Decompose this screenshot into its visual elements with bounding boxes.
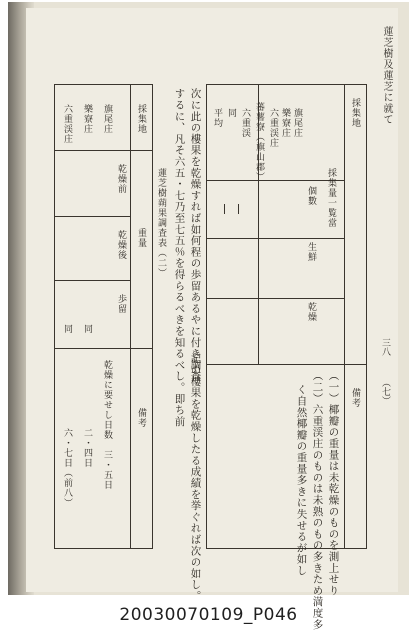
upper-row-place: 同 — [226, 108, 236, 118]
image-caption: 20030070109_P046 — [119, 605, 298, 625]
lower-row-place: 旗尾庄 — [102, 104, 112, 134]
page-number-paren: （七） — [380, 378, 390, 405]
upper-note-1: （一）椰瓣の重量は未乾燥のものを測上せり — [327, 370, 340, 596]
upper-col-note: 備考 — [350, 388, 360, 408]
lower-col-place: 採集地 — [136, 104, 146, 134]
prose-line-3: 記の樓果を乾燥したる成績を挙ぐれば次の如し。 — [189, 353, 202, 602]
lower-row-place: 六重渓庄 — [62, 104, 72, 144]
lower-col-weight: 重量 — [136, 228, 146, 248]
prose-line-2: するに、凡そ六五・七乃至七五％を得らるべきを知るべし。即ち前 — [173, 88, 186, 427]
lower-col-note: 備考 — [136, 408, 146, 428]
upper-title: 採集量一覧當 — [326, 168, 336, 228]
upper-row-place: 蕃薯寮（旗山郡） — [254, 102, 264, 182]
page-number: 三八 — [380, 338, 390, 356]
upper-row-place: 旗尾庄 — [292, 108, 302, 138]
running-header: 蓮芝樹及蓮芝に就て — [381, 26, 392, 125]
lower-col-after: 乾燥後 — [116, 230, 126, 260]
upper-col-count: 個數 — [306, 186, 316, 206]
upper-row-place: 樂寮庄 — [280, 108, 290, 138]
lower-row-yield: 同 — [62, 324, 72, 334]
lower-row-note: 六・七日（前八） — [62, 428, 72, 508]
lower-col-before: 乾燥前 — [116, 164, 126, 194]
upper-note-2: （二）六重渓庄のものは未熟のもの多きため満度多 — [311, 370, 324, 630]
lower-row-note: 乾燥に要せし日数 三・五日 — [102, 360, 112, 490]
lower-col-yield: 歩留 — [116, 294, 126, 314]
lower-row-yield: 同 — [82, 324, 92, 334]
prose-line-1: 次に此の樓果を乾燥すれば如何程の歩留あるやに付き調査 — [189, 88, 202, 382]
upper-col-fresh: 生鮮 — [306, 242, 316, 262]
upper-row-place: 平均 — [212, 108, 222, 128]
upper-row-place: 六重渓庄 — [268, 108, 278, 148]
upper-col-dry: 乾燥 — [306, 302, 316, 322]
upper-note-3: く自然椰瓣の重量多きに失せるが如し — [295, 384, 308, 577]
lower-row-place: 樂寮庄 — [82, 104, 92, 134]
upper-col-place: 採集地 — [350, 98, 360, 128]
lower-row-note: 二・四日 — [82, 428, 92, 468]
upper-row-place: 六重渓 — [240, 108, 250, 138]
lower-table-title: 蓮芝樹蒴果調査表（二） — [156, 168, 166, 278]
